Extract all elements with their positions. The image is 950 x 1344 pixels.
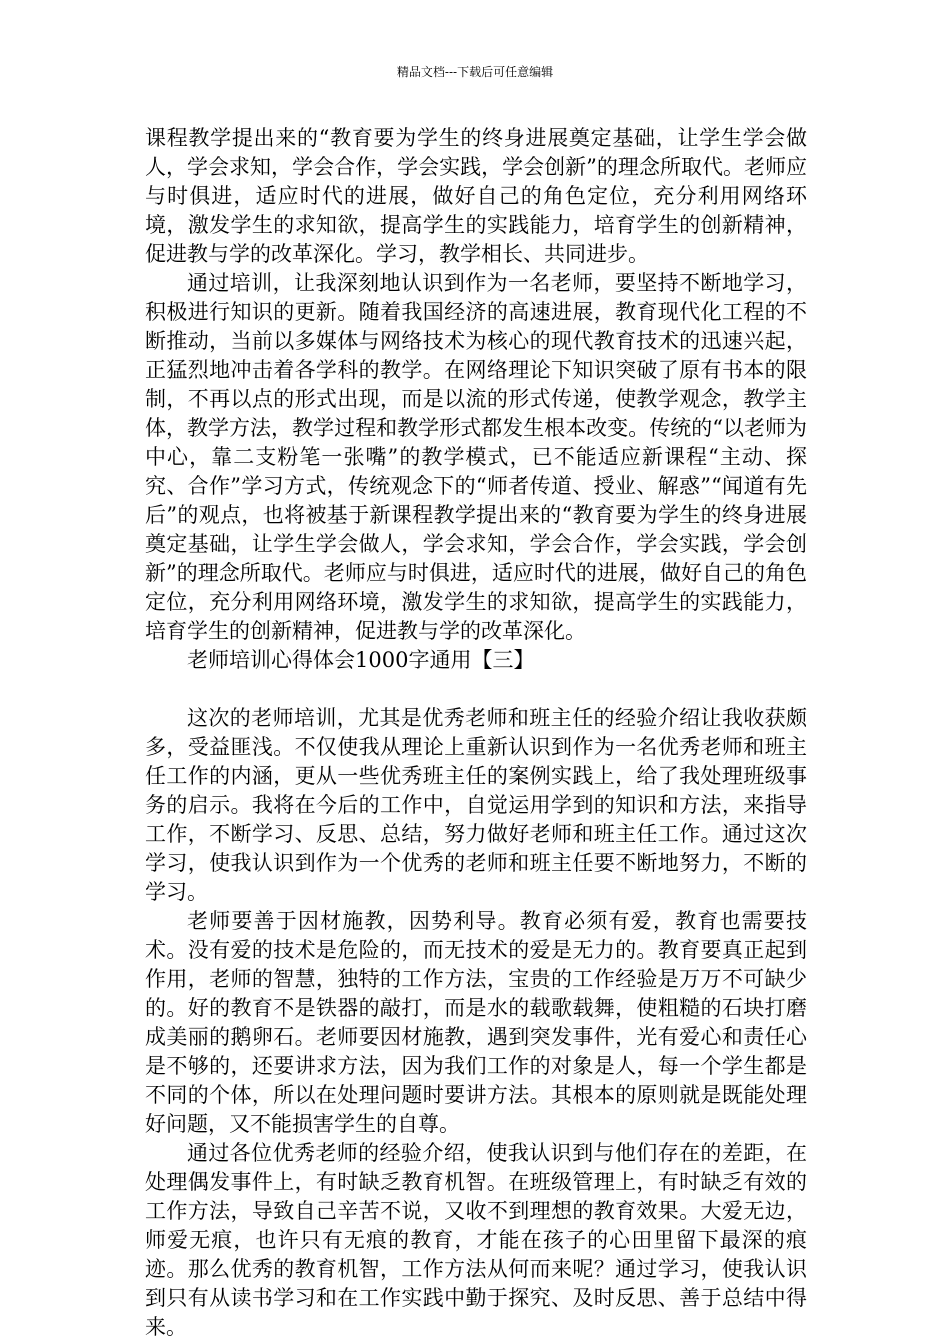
paragraph-experience-intro: 这次的老师培训，尤其是优秀老师和班主任的经验介绍让我收获颇多，受益匪浅。不仅使我从理论上重新认识到作为一名优秀老师和班主任工作的内涵，更从一些优秀班主任的案例实践上，给了我处理班级事务的启示。我将在今后的工作中，自觉运用学到的知识和方法，来指导工作，不断学习、反思、总结，努力做好老师和班主任工作。通过这次学习，使我认识到作为一个优秀的老师和班主任要不断地努力，不断的学习。 (145, 706, 807, 904)
page-header: 精品文档---下载后可任意编辑 (396, 65, 554, 79)
document-body (145, 124, 807, 1342)
paragraph-training-insight: 通过培训，让我深刻地认识到作为一名老师，要坚持不断地学习，积极进行知识的更新。随着我国经济的高速进展，教育现代化工程的不断推动，当前以多媒体与网络技术为核心的现代教育技术的迅速兴起，正猛烈地冲击着各学科的教学。在网络理论下知识突破了原有书本的限制，不再以点的形式出现，而是以流的形式传递，使教学观念，教学主体，教学方法，教学过程和教学形式都发生根本改变。传统的“以老师为中心，靠二支粉笔一张嘴”的教学模式，已不能适应新课程“主动、探究、合作”学习方式，传统观念下的“师者传道、授业、解惑”“闻道有先后”的观点，也将被基于新课程教学提出来的“教育要为学生的终身进展奠定基础，让学生学会做人，学会求知，学会合作，学会实践，学会创新”的理念所取代。老师应与时俱进，适应时代的进展，做好自己的角色定位，充分利用网络环境，激发学生的求知欲，提高学生的实践能力，培育学生的创新精神，促进教与学的改革深化。 (145, 271, 807, 643)
section-heading: 老师培训心得体会1000字通用【三】 (187, 648, 535, 672)
paragraph-teaching-method: 老师要善于因材施教，因势利导。教育必须有爱，教育也需要技术。没有爱的技术是危险的，而无技术的爱是无力的。教育要真正起到作用，老师的智慧，独特的工作方法，宝贵的工作经验是万万不可缺少的。好的教育不是铁器的敲打，而是水的载歌载舞，使粗糙的石块打磨成美丽的鹅卵石。老师要因材施教，遇到突发事件，光有爱心和责任心是不够的，还要讲求方法，因为我们工作的对象是人，每一个学生都是不同的个体，所以在处理问题时要讲方法。其根本的原则就是既能处理好问题，又不能损害学生的自尊。 (145, 909, 807, 1136)
paragraph-continued: 课程教学提出来的“教育要为学生的终身进展奠定基础，让学生学会做人，学会求知，学会合作，学会实践，学会创新”的理念所取代。老师应与时俱进，适应时代的进展，做好自己的角色定位，充分利用网络环境，激发学生的求知欲，提高学生的实践能力，培育学生的创新精神，促进教与学的改革深化。学习，教学相长、共同进步。 (145, 126, 807, 266)
paragraph-reflection: 通过各位优秀老师的经验介绍，使我认识到与他们存在的差距，在处理偶发事件上，有时缺乏教育机智。在班级管理上，有时缺乏有效的工作方法，导致自己辛苦不说，又收不到理想的教育效果。大爱无边，师爱无痕，也许只有无痕的教育，才能在孩子的心田里留下最深的痕迹。那么优秀的教育机智，工作方法从何而来呢？通过学习，使我认识到只有从读书学习和在工作实践中勤于探究、及时反思、善于总结中得来。 (145, 1141, 807, 1339)
